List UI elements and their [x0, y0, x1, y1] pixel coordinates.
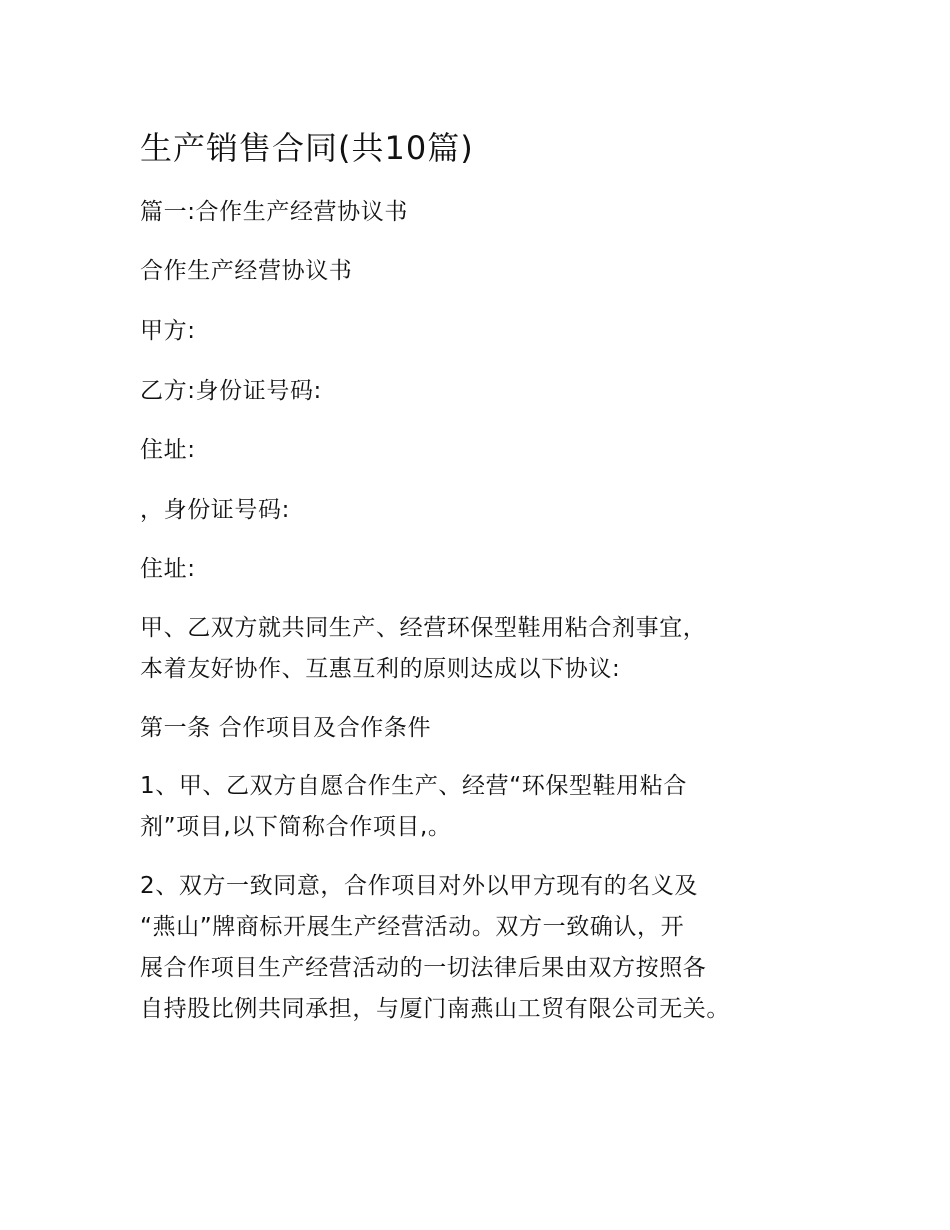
- clause-2-line: “燕山”牌商标开展生产经营活动。双方一致确认，开: [140, 914, 685, 940]
- address-line-1: 住址:: [140, 437, 196, 463]
- address-line-2: 住址:: [140, 556, 196, 582]
- intro-paragraph: [140, 608, 820, 690]
- intro-line: 甲、乙双方就共同生产、经营环保型鞋用粘合剂事宜，: [140, 615, 707, 641]
- clause-2-paragraph: [140, 866, 820, 1030]
- clause-2-line: 展合作项目生产经营活动的一切法律后果由双方按照各: [140, 955, 707, 981]
- clause-1-line: 1、甲、乙双方自愿合作生产、经营“环保型鞋用粘合: [140, 773, 687, 799]
- clause-1-paragraph: [140, 766, 820, 848]
- party-b-line: 乙方:身份证号码:: [140, 378, 322, 404]
- clause-1-line: 剂”项目,以下简称合作项目,。: [140, 814, 452, 840]
- party-a-line: 甲方:: [140, 318, 196, 344]
- clause-2-line: 自持股比例共同承担，与厦门南燕山工贸有限公司无关。: [140, 996, 730, 1022]
- section-heading: 篇一:合作生产经营协议书: [140, 199, 408, 225]
- id-number-line: ，身份证号码:: [140, 497, 290, 523]
- agreement-title: 合作生产经营协议书: [140, 258, 353, 284]
- intro-line: 本着友好协作、互惠互利的原则达成以下协议:: [140, 656, 621, 682]
- document-title: 生产销售合同(共10篇): [140, 129, 474, 167]
- article-1-heading: 第一条 合作项目及合作条件: [140, 715, 432, 741]
- clause-2-line: 2、双方一致同意，合作项目对外以甲方现有的名义及: [140, 873, 699, 899]
